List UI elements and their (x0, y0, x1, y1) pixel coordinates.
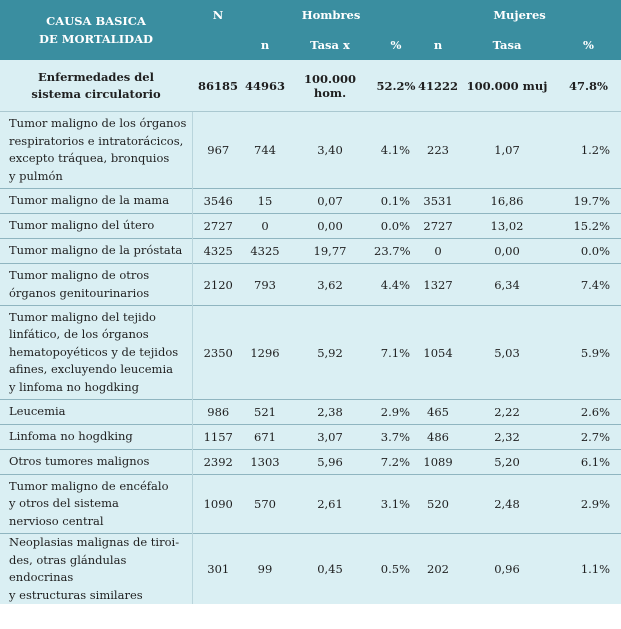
cell-m-tasa: 1,07 (458, 112, 556, 189)
cell-m-tasa: 6,34 (458, 264, 556, 306)
table-row (0, 189, 621, 214)
header-m-pct: % (556, 30, 621, 60)
header-h-pct: % (374, 30, 418, 60)
header-hombres: Hombres (244, 0, 418, 30)
cell-n: 2392 (192, 450, 244, 475)
cell-m-tasa: 2,22 (458, 400, 556, 425)
row-label-line: nervioso central (9, 513, 104, 528)
cell-m-n: 202 (418, 534, 458, 605)
cell-m-pct: 2.7% (556, 425, 621, 450)
cell-m-n: 1089 (418, 450, 458, 475)
cell-h-tasa: 5,92 (286, 306, 374, 400)
cell-h-tasa: 2,61 (286, 475, 374, 534)
cell-h-pct: 4.1% (374, 112, 418, 189)
cell-h-tasa: 5,96 (286, 450, 374, 475)
cell-n: 1157 (192, 425, 244, 450)
row-label-line: Tumor maligno de encéfalo (9, 478, 169, 493)
row-label-line: Tumor maligno del útero (9, 218, 155, 233)
header-cause-line1: CAUSA BASICA (46, 14, 146, 28)
table-row (0, 239, 621, 264)
cell-m-pct: 5.9% (556, 306, 621, 400)
cell-m-n: 1054 (418, 306, 458, 400)
cell-h-pct: 23.7% (374, 239, 418, 264)
cell-h-tasa: 3,40 (286, 112, 374, 189)
row-label-line: des, otras glándulas endocrinas (9, 552, 127, 584)
row-label-line: Tumor maligno del tejido (9, 309, 156, 324)
subheader-label (0, 60, 192, 112)
cell-h-n: 671 (244, 425, 286, 450)
cell-h-pct: 0.0% (374, 214, 418, 239)
cell-h-n: 793 (244, 264, 286, 306)
cell-h-n: 521 (244, 400, 286, 425)
row-label (0, 450, 192, 475)
row-label (0, 534, 192, 605)
cell-h-pct: 2.9% (374, 400, 418, 425)
row-label (0, 189, 192, 214)
subheader-label-line2: sistema circulatorio (31, 86, 161, 101)
row-label (0, 400, 192, 425)
cell-n: 2120 (192, 264, 244, 306)
cell-m-n: 2727 (418, 214, 458, 239)
cell-n: 3546 (192, 189, 244, 214)
header-cause-line2: DE MORTALIDAD (38, 32, 154, 46)
row-label-line: Tumor maligno de otros (9, 268, 150, 282)
cell-m-tasa: 0,96 (458, 534, 556, 605)
row-label-line: Tumor maligno de la próstata (9, 243, 183, 258)
cell-m-pct: 15.2% (556, 214, 621, 239)
cell-h-n: 570 (244, 475, 286, 534)
cell-m-tasa: 5,03 (458, 306, 556, 400)
table-row (0, 214, 621, 239)
cell-h-n: 15 (244, 189, 286, 214)
row-label-line: y linfoma no hogdking (9, 379, 139, 394)
cell-h-n: 1296 (244, 306, 286, 400)
subheader-row (0, 60, 621, 112)
row-label-line: Tumor maligno de la mama (9, 193, 170, 208)
cell-n: 2350 (192, 306, 244, 400)
cell-n: 1090 (192, 475, 244, 534)
cell-m-n: 1327 (418, 264, 458, 306)
cell-m-tasa: 5,20 (458, 450, 556, 475)
cell-m-n: 0 (418, 239, 458, 264)
row-label (0, 239, 192, 264)
cell-m-n: 520 (418, 475, 458, 534)
table-row (0, 306, 621, 400)
cell-m-tasa: 2,32 (458, 425, 556, 450)
header-h-tasa: Tasa x (286, 30, 374, 60)
cell-h-pct: 4.4% (374, 264, 418, 306)
row-label-line: Tumor maligno de los órganos (9, 116, 187, 130)
subheader-n: 86185 (192, 60, 244, 112)
cell-m-pct: 7.4% (556, 264, 621, 306)
header-cause (0, 0, 192, 60)
subheader-h-n: 44963 (244, 60, 286, 112)
cell-h-n: 4325 (244, 239, 286, 264)
cell-h-pct: 3.1% (374, 475, 418, 534)
header-n: N (192, 0, 244, 30)
table-row (0, 400, 621, 425)
subheader-m-n: 41222 (418, 60, 458, 112)
row-label (0, 214, 192, 239)
row-label (0, 264, 192, 306)
cell-m-pct: 2.6% (556, 400, 621, 425)
row-label-line: hematopoyéticos y de tejidos (9, 344, 179, 359)
row-label-line: y otros del sistema (9, 496, 119, 511)
cell-m-pct: 2.9% (556, 475, 621, 534)
header-m-n: n (418, 30, 458, 60)
cell-h-tasa: 0,45 (286, 534, 374, 605)
row-label-line: Leucemia (9, 404, 66, 419)
cell-h-pct: 7.1% (374, 306, 418, 400)
cell-m-pct: 1.2% (556, 112, 621, 189)
cell-n: 2727 (192, 214, 244, 239)
subheader-h-pct: 52.2% (374, 60, 418, 112)
cell-m-n: 465 (418, 400, 458, 425)
row-label-line: linfático, de los órganos (9, 327, 149, 342)
cell-h-tasa: 2,38 (286, 400, 374, 425)
row-label-line: y pulmón (9, 168, 63, 183)
subheader-h-tasa: 100.000 hom. (286, 60, 374, 112)
cell-h-n: 1303 (244, 450, 286, 475)
table-row (0, 425, 621, 450)
subheader-label-line1: Enfermedades del (38, 69, 154, 84)
cell-h-pct: 7.2% (374, 450, 418, 475)
cell-h-pct: 0.1% (374, 189, 418, 214)
row-label-line: órganos genitourinarios (9, 285, 150, 300)
cell-h-n: 99 (244, 534, 286, 605)
cell-m-pct: 6.1% (556, 450, 621, 475)
row-label (0, 425, 192, 450)
row-label (0, 475, 192, 534)
cell-h-pct: 3.7% (374, 425, 418, 450)
cell-h-tasa: 3,07 (286, 425, 374, 450)
row-label-line: y estructuras similares (9, 587, 143, 602)
row-label-line: Linfoma no hogdking (9, 429, 133, 444)
subheader-m-pct: 47.8% (556, 60, 621, 112)
cell-m-tasa: 0,00 (458, 239, 556, 264)
cell-n: 986 (192, 400, 244, 425)
cell-m-tasa: 13,02 (458, 214, 556, 239)
cell-m-pct: 0.0% (556, 239, 621, 264)
cell-h-n: 0 (244, 214, 286, 239)
cell-m-n: 486 (418, 425, 458, 450)
cell-m-tasa: 2,48 (458, 475, 556, 534)
subheader-m-tasa: 100.000 muj (458, 60, 556, 112)
row-label-line: Otros tumores malignos (9, 454, 150, 469)
header-h-n: n (244, 30, 286, 60)
cell-h-tasa: 0,07 (286, 189, 374, 214)
table-row (0, 534, 621, 605)
header-mujeres: Mujeres (418, 0, 621, 30)
table-row (0, 112, 621, 189)
table-row (0, 264, 621, 306)
cell-m-pct: 19.7% (556, 189, 621, 214)
cell-h-tasa: 0,00 (286, 214, 374, 239)
cell-n: 301 (192, 534, 244, 605)
row-label (0, 112, 192, 189)
header-m-tasa: Tasa (458, 30, 556, 60)
cell-h-pct: 0.5% (374, 534, 418, 605)
cell-n: 967 (192, 112, 244, 189)
cell-h-tasa: 3,62 (286, 264, 374, 306)
row-label (0, 306, 192, 400)
row-label-line: excepto tráquea, bronquios (9, 151, 170, 165)
table-row (0, 450, 621, 475)
cell-h-n: 744 (244, 112, 286, 189)
table-row (0, 475, 621, 534)
row-label-line: respiratorios e intratorácicos, (9, 133, 184, 148)
cell-m-n: 3531 (418, 189, 458, 214)
row-label-line: afines, excluyendo leucemia (9, 362, 173, 377)
cell-m-tasa: 16,86 (458, 189, 556, 214)
cell-h-tasa: 19,77 (286, 239, 374, 264)
row-label-line: Neoplasias malignas de tiroi- (9, 535, 180, 549)
cell-n: 4325 (192, 239, 244, 264)
cell-m-n: 223 (418, 112, 458, 189)
cell-m-pct: 1.1% (556, 534, 621, 605)
header-n-blank (192, 30, 244, 60)
